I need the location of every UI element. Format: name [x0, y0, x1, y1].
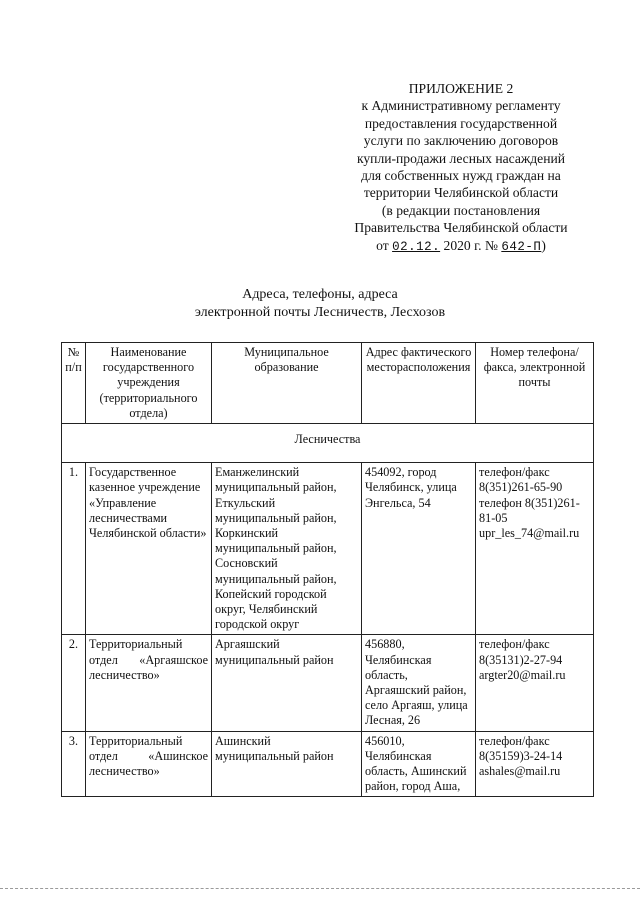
institution-name: Территориальный отдел «Ашинское лесничество» [86, 731, 212, 797]
appendix-line: Правительства Челябинской области [354, 220, 568, 236]
institution-name: Государственное казенное учреждение «Управление лесничествами Челябинской области» [86, 463, 212, 635]
decree-date: 02.12. [392, 239, 441, 254]
decree-date-line [336, 237, 586, 256]
contacts: телефон/факс 8(35159)3-24-14 ashales@mail.ru [476, 731, 594, 797]
section-row [62, 424, 594, 463]
institution-name: Территориальный отдел «Аргаяшское лесничество» [86, 635, 212, 731]
row-number: 2. [62, 635, 86, 731]
row-number: 3. [62, 731, 86, 797]
appendix-line: услуги по заключению договоров [363, 133, 559, 149]
column-header-name: Наименование государственного учреждения (территориального отдела) [86, 343, 212, 424]
year-text: 2020 г. № [443, 237, 498, 253]
heading-line-2: электронной почты Лесничеств, Лесхозов [194, 305, 446, 320]
closing-paren: ) [541, 237, 546, 253]
appendix-line: купли-продажи лесных насаждений [356, 150, 566, 166]
municipality: Еманжелинский муниципальный район, Еткульский муниципальный район, Коркинский муниципальный район, Сосновский муниципальный район, Копейский городской округ, Челябинский городской округ [212, 463, 362, 635]
municipality: Аргаяшский муниципальный район [212, 635, 362, 731]
appendix-line: (в редакции постановления [381, 202, 541, 218]
column-header-address: Адрес фактического месторасположения [362, 343, 476, 424]
column-header-number: № п/п [62, 343, 86, 424]
column-header-municipality: Муниципальное образование [212, 343, 362, 424]
table-row [62, 463, 594, 635]
appendix-line: для собственных нужд граждан на [361, 168, 561, 184]
forestry-table [61, 342, 594, 797]
appendix-block [336, 80, 586, 256]
appendix-line: предоставления государственной [364, 115, 558, 131]
contacts: телефон/факс 8(35131)2-27-94 argter20@mail.ru [476, 635, 594, 731]
appendix-line: территории Челябинской области [363, 185, 559, 201]
table-row [62, 731, 594, 797]
address: 456880, Челябинская область, Аргаяшский район, село Аргаяш, улица Лесная, 26 [362, 635, 476, 731]
appendix-title: ПРИЛОЖЕНИЕ 2 [408, 81, 514, 96]
decree-number: 642-П [501, 239, 542, 254]
date-prefix: от [376, 237, 389, 253]
municipality: Ашинский муниципальный район [212, 731, 362, 797]
row-number: 1. [62, 463, 86, 635]
table-row [62, 635, 594, 731]
address: 454092, город Челябинск, улица Энгельса, 54 [362, 463, 476, 635]
document-heading [150, 286, 490, 322]
address: 456010, Челябинская область, Ашинский район, город Аша, [362, 731, 476, 797]
page-bottom-divider [0, 888, 640, 889]
table-header-row [62, 343, 594, 424]
column-header-contacts: Номер телефона/факса, электронной почты [476, 343, 594, 424]
heading-line-1: Адреса, телефоны, адреса [242, 287, 398, 302]
section-title: Лесничества [62, 424, 594, 463]
appendix-line: к Административному регламенту [361, 98, 561, 114]
contacts: телефон/факс 8(351)261-65-90 телефон 8(351)261-81-05 upr_les_74@mail.ru [476, 463, 594, 635]
